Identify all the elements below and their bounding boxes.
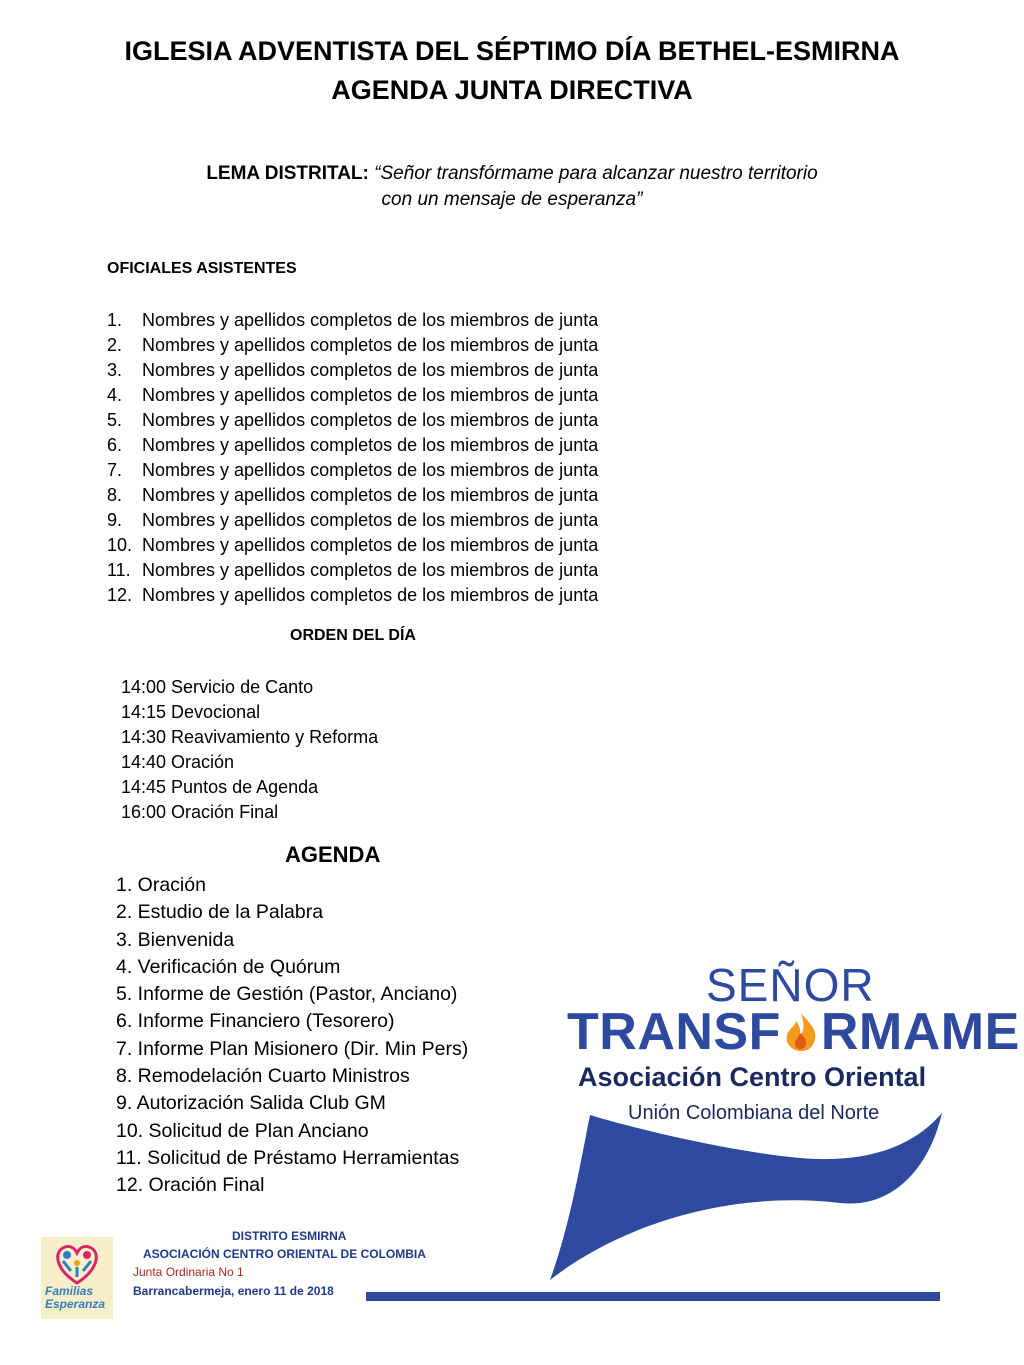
list-item [107,308,598,333]
familias-logo-line1: Familias [45,1284,94,1298]
list-item-number: 9. [107,510,123,530]
familias-logo-text [45,1285,105,1311]
agenda-item: 7. Informe Plan Misionero (Dir. Min Pers) [116,1037,469,1060]
list-item-number: 3. [107,360,123,380]
page-title: IGLESIA ADVENTISTA DEL SÉPTIMO DÍA BETHEL-ESMIRNA [124,36,900,66]
footer-distrito: DISTRITO ESMIRNA [232,1229,347,1243]
list-item [107,508,598,533]
agenda-item: 4. Verificación de Quórum [116,955,341,978]
list-item [107,333,598,358]
list-item-number: 7. [107,460,123,480]
schedule-item: 14:00 Servicio de Canto [121,677,314,697]
brand-union: Unión Colombiana del Norte [628,1102,880,1124]
agenda-item: 12. Oración Final [116,1174,265,1197]
oficiales-list [107,308,598,608]
schedule-item: 14:15 Devocional [121,702,261,722]
orden-list [121,675,378,825]
page-subtitle: AGENDA JUNTA DIRECTIVA [331,75,693,105]
agenda-item: 8. Remodelación Cuarto Ministros [116,1065,410,1088]
schedule-item: 14:45 Puntos de Agenda [121,777,319,797]
brand-senor: SEÑOR [706,959,875,1011]
list-item-number: 6. [107,435,123,455]
orden-heading: ORDEN DEL DÍA [290,627,416,644]
footer-fecha: Barrancabermeja, enero 11 de 2018 [133,1284,334,1298]
agenda-item: 6. Informe Financiero (Tesorero) [116,1010,395,1033]
list-item-text: Nombres y apellidos completos de los miembros de junta [142,360,599,380]
list-item [107,483,598,508]
lema-line2 [0,187,1024,213]
list-item-text: Nombres y apellidos completos de los miembros de junta [142,510,599,530]
schedule-item: 14:30 Reavivamiento y Reforma [121,727,379,747]
agenda-heading: AGENDA [285,842,381,867]
lema-label: LEMA DISTRITAL: [206,163,369,184]
familias-logo-line2: Esperanza [45,1297,106,1311]
lema-text-1: “Señor transfórmame para alcanzar nuestro territorio [374,163,818,184]
list-item-text: Nombres y apellidos completos de los miembros de junta [142,585,599,605]
brand-transformame [567,1002,1020,1062]
list-item-number: 12. [107,585,133,605]
list-item-text: Nombres y apellidos completos de los miembros de junta [142,485,599,505]
footer-junta: Junta Ordinaria No 1 [133,1265,244,1279]
agenda-item: 11. Solicitud de Préstamo Herramientas [116,1146,460,1169]
swoosh-shape [550,1113,942,1280]
familias-logo [41,1237,113,1319]
list-item [107,583,598,608]
agenda-item: 9. Autorización Salida Club GM [116,1092,386,1115]
footer-asociacion: ASOCIACIÓN CENTRO ORIENTAL DE COLOMBIA [143,1247,426,1261]
brand-transf-b: RMAME [820,1003,1020,1061]
list-item [107,383,598,408]
agenda-list [116,872,468,1200]
swoosh-graphic [540,1105,950,1305]
list-item-text: Nombres y apellidos completos de los miembros de junta [142,535,599,555]
list-item-number: 10. [107,535,133,555]
oficiales-heading: OFICIALES ASISTENTES [107,260,297,277]
agenda-item: 5. Informe de Gestión (Pastor, Anciano) [116,983,458,1006]
list-item-text: Nombres y apellidos completos de los miembros de junta [142,560,599,580]
list-item-number: 8. [107,485,123,505]
list-item [107,408,598,433]
list-item-text: Nombres y apellidos completos de los miembros de junta [142,385,599,405]
list-item-number: 5. [107,410,123,430]
flame-icon [781,1011,821,1053]
list-item-text: Nombres y apellidos completos de los miembros de junta [142,410,599,430]
agenda-item: 10. Solicitud de Plan Anciano [116,1119,369,1142]
schedule-item: 16:00 Oración Final [121,802,279,822]
list-item [107,533,598,558]
list-item [107,358,598,383]
list-item-text: Nombres y apellidos completos de los miembros de junta [142,335,599,355]
list-item [107,433,598,458]
list-item [107,458,598,483]
schedule-item: 14:40 Oración [121,752,235,772]
agenda-item: 3. Bienvenida [116,928,235,951]
agenda-item: 2. Estudio de la Palabra [116,901,324,924]
list-item-number: 2. [107,335,123,355]
lema-text-2: con un mensaje de esperanza” [381,189,643,210]
list-item [107,558,598,583]
list-item-number: 11. [107,560,131,580]
list-item-number: 1. [107,310,123,330]
brand-asociacion: Asociación Centro Oriental [578,1062,927,1092]
list-item-text: Nombres y apellidos completos de los miembros de junta [142,435,599,455]
list-item-text: Nombres y apellidos completos de los miembros de junta [142,460,599,480]
family-icon [41,1237,113,1289]
footer-blue-bar [366,1292,940,1301]
list-item-text: Nombres y apellidos completos de los miembros de junta [142,310,599,330]
lema-line1 [0,161,1024,187]
brand-transf-a: TRANSF [567,1003,781,1061]
list-item-number: 4. [107,385,123,405]
agenda-item: 1. Oración [116,874,206,896]
